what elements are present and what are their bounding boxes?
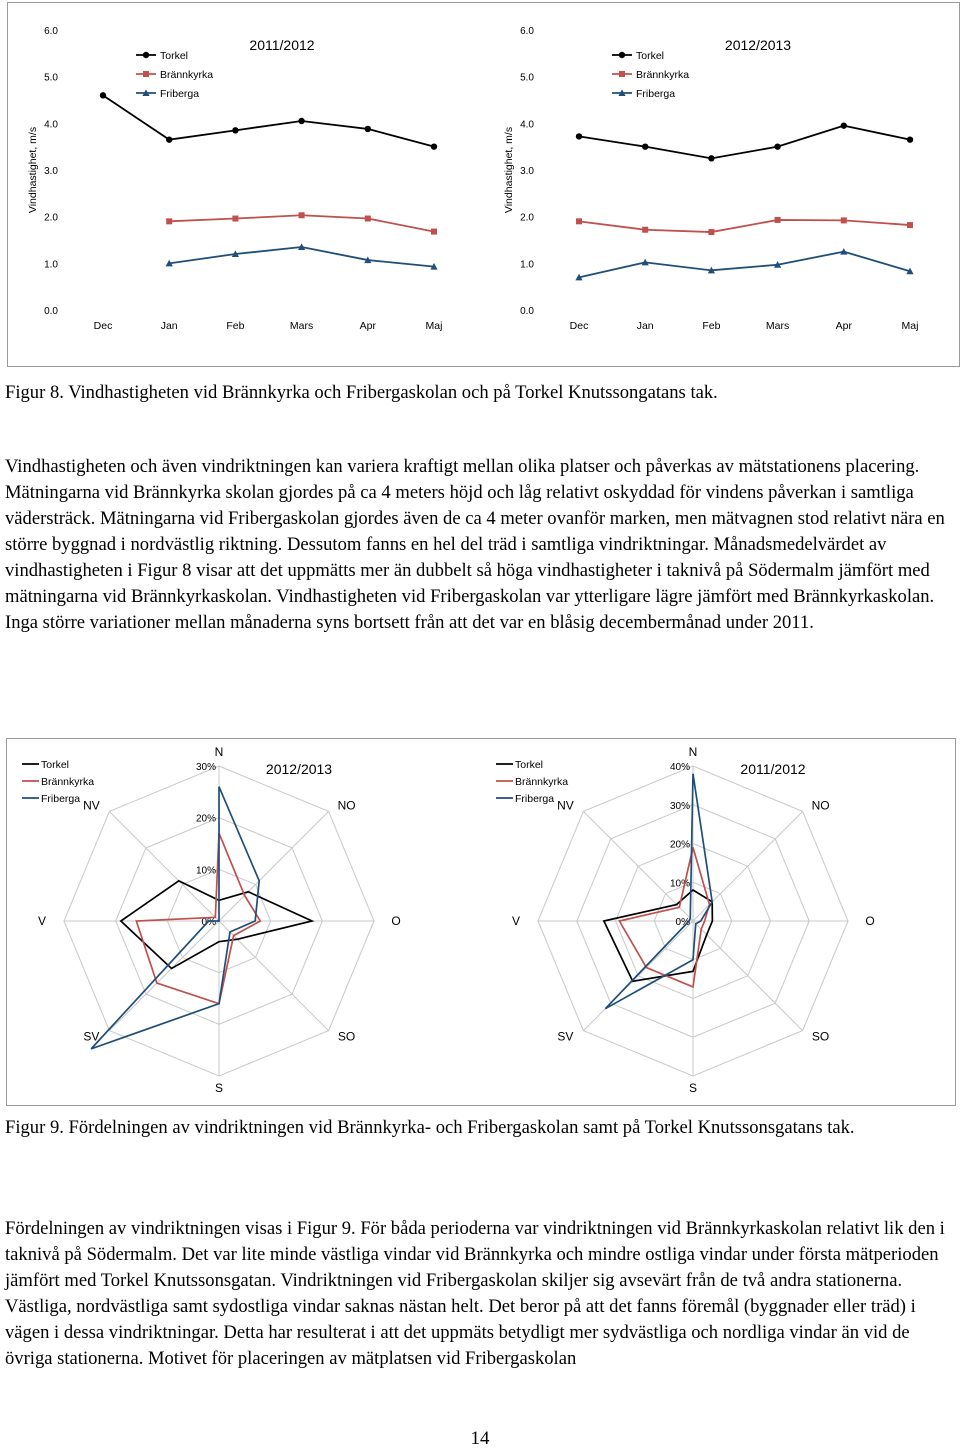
radar-chart-2012-2013 xyxy=(7,739,481,1105)
data-point xyxy=(576,218,582,224)
data-point xyxy=(708,155,714,161)
direction-label: O xyxy=(391,914,401,928)
legend-label: Friberga xyxy=(160,88,200,100)
y-tick-label: 4.0 xyxy=(44,119,58,131)
figure-8-caption: Figur 8. Vindhastigheten vid Brännkyrka och Fribergaskolan och på Torkel Knutssongatans tak. xyxy=(5,382,718,403)
y-tick-label: 5.0 xyxy=(44,72,58,84)
ring-label: 20% xyxy=(195,813,216,825)
direction-label: S xyxy=(214,1081,224,1095)
radar-chart-2011-2012 xyxy=(481,739,955,1105)
legend-label: Brännkyrka xyxy=(636,69,690,81)
y-tick-label: 2.0 xyxy=(44,212,58,224)
y-tick-label: 0.0 xyxy=(44,306,58,317)
direction-label: O xyxy=(865,914,875,928)
y-tick-label: 4.0 xyxy=(520,119,534,131)
ring-label: 10% xyxy=(669,878,690,890)
chart-title: 2012/2013 xyxy=(265,761,333,777)
data-point xyxy=(298,118,304,124)
direction-label: V xyxy=(511,914,521,928)
legend-marker xyxy=(143,52,149,58)
figure-9-caption: Figur 9. Fördelningen av vindriktningen vid Brännkyrka- och Fribergaskolan samt på Torkel Knutssonsgatans tak. xyxy=(5,1117,855,1138)
data-point xyxy=(232,216,238,222)
x-tick-label: Feb xyxy=(702,320,721,332)
body-paragraph-2: Fördelningen av vindriktningen visas i Figur 9. För båda perioderna var vindriktningen vid Brännkyrkaskolan relativt lik den i taknivå på Södermalm. Det var lite minde västliga vindar vid Brännkyrka och mindre ostliga vindar under första mätperioden jämfört med Torkel Knutssonsgatan. Vindriktningen vid Fribergaskolan skiljer sig avsevärt från de två andra stationerna. Västliga, nordvästliga samt sydostliga vindar saknas nästan helt. Det beror på att det fanns föremål (byggnader eller träd) i vägen i dessa vindriktningar. Detta har resulterat i att det uppmäts betydligt mer sydvästliga och nordliga vindar än vid de övriga stationerna. Motivet för placeringen av mätplatsen vid Fribergaskolan xyxy=(5,1218,945,1369)
x-tick-label: Apr xyxy=(359,320,376,332)
series-polygon xyxy=(136,833,260,1003)
direction-label: SV xyxy=(557,1029,574,1044)
data-point xyxy=(431,229,437,235)
data-point xyxy=(166,218,172,224)
ring-label: 20% xyxy=(669,839,690,851)
y-tick-label: 6.0 xyxy=(44,26,58,37)
page-number: 14 xyxy=(470,1428,490,1449)
legend-label: Brännkyrka xyxy=(515,776,569,788)
series-line-circle xyxy=(103,95,434,146)
series-line-triangle xyxy=(579,252,910,278)
y-tick-label: 3.0 xyxy=(520,166,534,177)
data-point xyxy=(166,136,172,142)
x-tick-label: Dec xyxy=(93,320,113,332)
direction-label: S xyxy=(688,1081,698,1095)
y-tick-label: 1.0 xyxy=(44,259,58,271)
data-point xyxy=(775,217,781,223)
y-tick-label: 6.0 xyxy=(520,26,534,37)
legend-label: Friberga xyxy=(515,793,555,805)
data-point xyxy=(841,217,847,223)
y-tick-label: 0.0 xyxy=(520,306,534,317)
ring-label: 0% xyxy=(675,917,690,928)
data-point xyxy=(907,136,913,142)
legend-label: Friberga xyxy=(636,88,676,100)
legend-label: Torkel xyxy=(41,759,70,771)
x-tick-label: Mars xyxy=(765,320,790,332)
ring-label: 40% xyxy=(669,762,690,773)
direction-label: SV xyxy=(83,1029,100,1044)
y-axis-label: Vindhastighet, m/s xyxy=(27,126,39,214)
body-paragraph-1: Vindhastigheten och även vindriktningen kan variera kraftigt mellan olika platser och påverkas av mätstationens placering. Mätningarna vid Brännkyrka skolan gjordes på ca 4 meters höjd och låg relativt oskyddad för vindens påverkan i samtliga vädersträck. Mätningarna vid Fribergaskolan gjordes även de ca 4 meter ovanför marken, men mätvagnen stod relativt nära en större byggnad i nordvästlig riktning. Dessutom fanns en hel del träd i samtliga vindriktningar. Månadsmedelvärdet av vindhastigheten i Figur 8 visar att det uppmätts mer än dubbelt så höga vindhastigheter i taknivå på Södermalm jämfört med mätningarna vid Brännkyrkaskolan. Vindhastigheten vid Fribergaskolan var ytterligare lägre jämfört med Brännkyrkaskolan. Inga större variationer mellan månaderna syns bortsett från att det var en blåsig decembermånad under 2011. xyxy=(5,456,945,633)
y-tick-label: 2.0 xyxy=(520,212,534,224)
ring-label: 0% xyxy=(201,917,216,928)
chart-title: 2012/2013 xyxy=(724,37,792,53)
series-line-circle xyxy=(579,126,910,159)
direction-label: SO xyxy=(337,1029,356,1044)
data-point xyxy=(642,143,648,149)
direction-label: N xyxy=(214,745,224,759)
x-tick-label: Dec xyxy=(569,320,589,332)
chart-title: 2011/2012 xyxy=(249,37,315,53)
legend-label: Torkel xyxy=(515,759,544,771)
direction-label: N xyxy=(688,745,698,759)
y-tick-label: 1.0 xyxy=(520,259,534,271)
legend-label: Torkel xyxy=(160,50,189,62)
data-point xyxy=(907,222,913,228)
direction-label: SO xyxy=(811,1029,830,1044)
y-axis-label: Vindhastighet, m/s xyxy=(503,126,515,214)
direction-label: NV xyxy=(557,798,574,813)
line-chart-2011-2012 xyxy=(8,3,484,366)
direction-label: NO xyxy=(811,798,830,813)
data-point xyxy=(100,92,106,98)
grid-spoke xyxy=(109,921,219,1031)
x-tick-label: Apr xyxy=(835,320,852,332)
data-point xyxy=(576,133,582,139)
direction-label: NO xyxy=(337,798,356,813)
ring-label: 30% xyxy=(195,762,216,773)
chart-title: 2011/2012 xyxy=(740,761,806,777)
figure-8-frame xyxy=(7,2,960,367)
y-tick-label: 3.0 xyxy=(44,166,58,177)
x-tick-label: Jan xyxy=(160,320,178,332)
data-point xyxy=(841,122,847,128)
x-tick-label: Maj xyxy=(425,320,443,332)
legend-label: Friberga xyxy=(41,793,81,805)
data-point xyxy=(365,216,371,222)
data-point xyxy=(774,143,780,149)
legend-marker xyxy=(619,52,625,58)
legend-label: Brännkyrka xyxy=(41,776,95,788)
data-point xyxy=(642,227,648,233)
y-tick-label: 5.0 xyxy=(520,72,534,84)
x-tick-label: Jan xyxy=(636,320,654,332)
grid-spoke xyxy=(219,921,329,1031)
series-polygon xyxy=(619,847,709,987)
data-point xyxy=(708,229,714,235)
legend-marker xyxy=(143,71,149,77)
grid-spoke xyxy=(219,811,329,921)
series-polygon xyxy=(91,787,259,1049)
data-point xyxy=(431,143,437,149)
data-point xyxy=(365,126,371,132)
data-point xyxy=(232,127,238,133)
x-tick-label: Mars xyxy=(289,320,314,332)
direction-label: V xyxy=(37,914,47,928)
data-point xyxy=(299,212,305,218)
ring-label: 30% xyxy=(669,800,690,812)
direction-label: NV xyxy=(83,798,100,813)
ring-label: 10% xyxy=(195,865,216,877)
legend-label: Brännkyrka xyxy=(160,69,214,81)
legend-label: Torkel xyxy=(636,50,665,62)
x-tick-label: Maj xyxy=(901,320,919,332)
line-chart-2012-2013 xyxy=(484,3,960,366)
figure-9-frame xyxy=(6,738,956,1106)
series-line-square xyxy=(579,220,910,232)
legend-marker xyxy=(619,71,625,77)
x-tick-label: Feb xyxy=(226,320,245,332)
